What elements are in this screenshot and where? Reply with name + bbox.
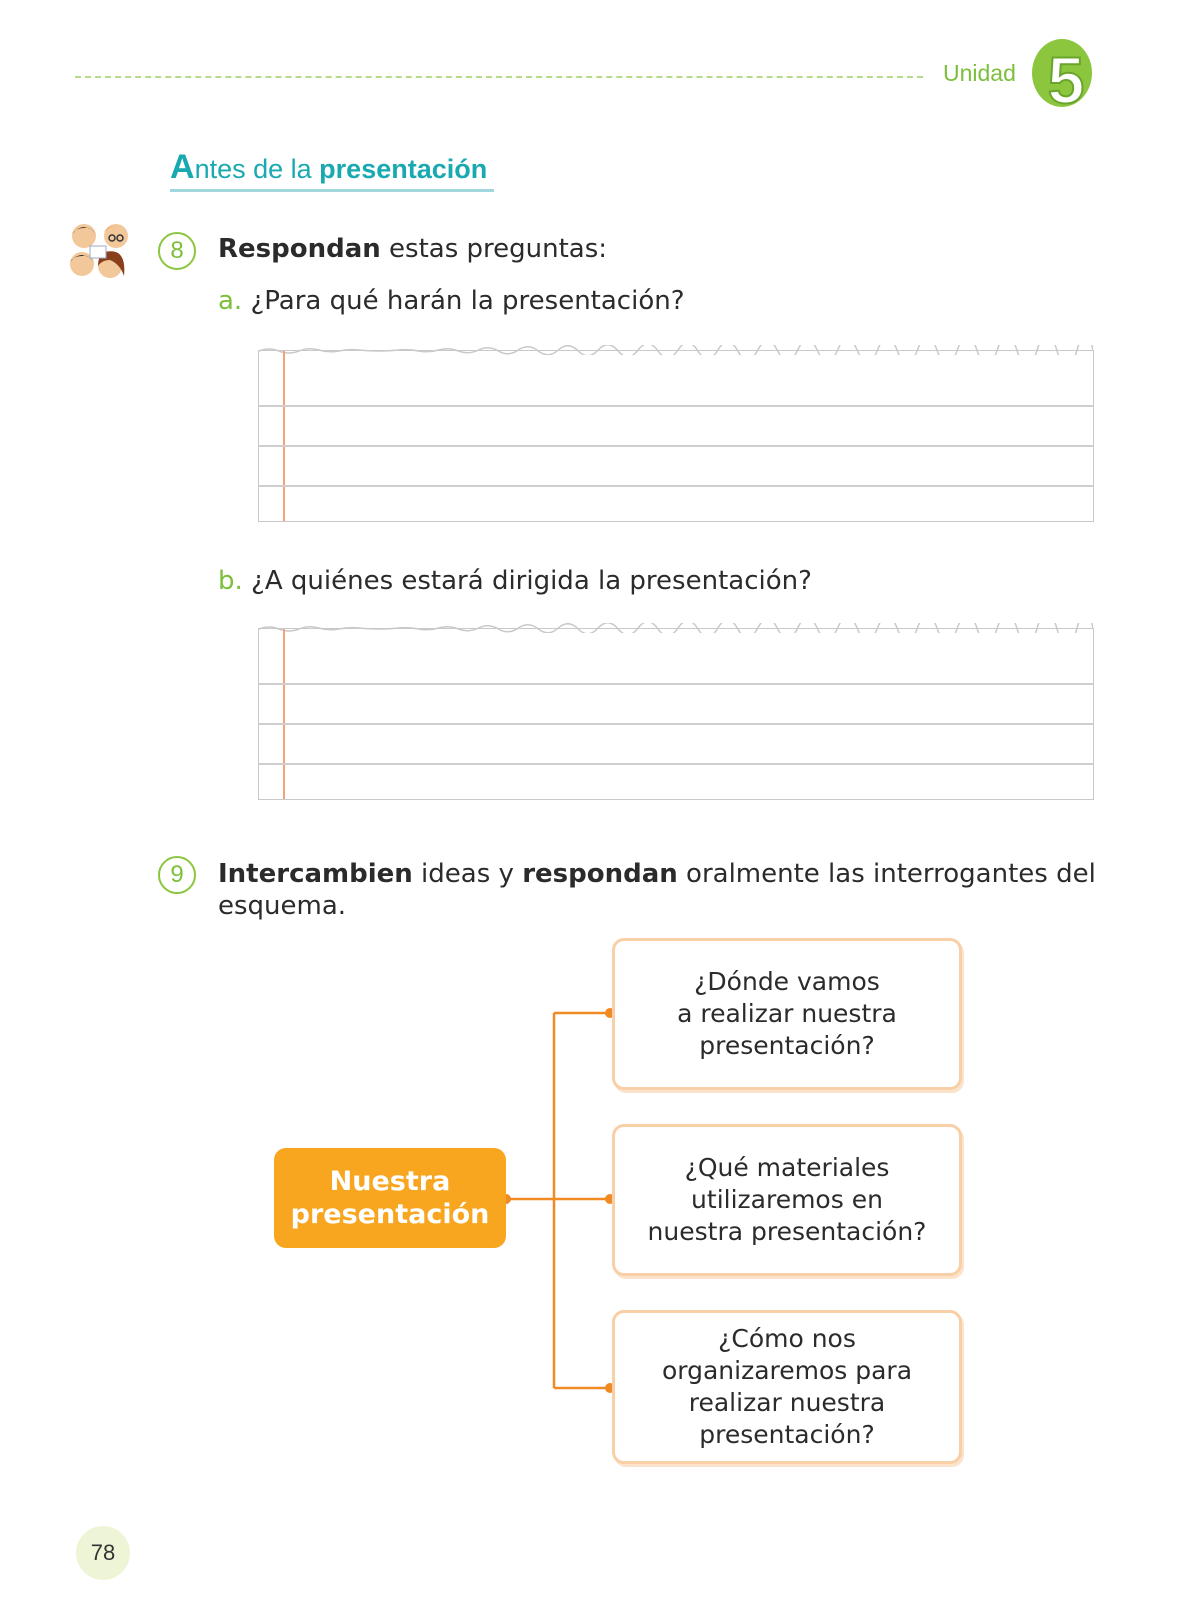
question-b bbox=[218, 566, 812, 596]
diagram-question-box-3 bbox=[612, 1310, 962, 1464]
writing-line bbox=[259, 763, 1093, 765]
paper-torn-edge bbox=[259, 623, 1093, 633]
writing-line bbox=[259, 445, 1093, 447]
diagram-question-box-1 bbox=[612, 938, 962, 1090]
activity-number-9: 9 bbox=[158, 856, 196, 894]
unit-number-badge bbox=[1032, 33, 1096, 117]
question-b-text: ¿A quiénes estará dirigida la presentación? bbox=[251, 566, 812, 596]
activity-9-instruction bbox=[218, 858, 1096, 922]
section-title-middle: de la bbox=[245, 154, 320, 184]
diagram-question-text-3: ¿Cómo nos organizaremos para realizar nuestra presentación? bbox=[661, 1324, 913, 1449]
activity-8-verb: Respondan bbox=[218, 234, 381, 264]
diagram-central-concept bbox=[274, 1148, 506, 1248]
activity-9-text-3: esquema. bbox=[218, 891, 347, 921]
answer-box-b[interactable] bbox=[258, 628, 1094, 800]
activity-9-text-2: oralmente las interrogantes del bbox=[677, 859, 1096, 889]
section-title-underline bbox=[170, 189, 494, 192]
question-a-letter: a. bbox=[218, 286, 243, 316]
section-title-initial: A bbox=[170, 148, 195, 186]
activity-9-verb-2: respondan bbox=[522, 859, 678, 889]
activity-9-text-1: ideas y bbox=[412, 859, 523, 889]
header-dashed-line bbox=[75, 76, 923, 78]
page-number: 78 bbox=[76, 1526, 130, 1580]
section-title-rest: ntes bbox=[194, 154, 246, 184]
activity-number-8: 8 bbox=[158, 232, 196, 270]
central-concept-text: Nuestra presentación bbox=[290, 1166, 490, 1230]
question-a-text: ¿Para qué harán la presentación? bbox=[250, 286, 685, 316]
activity-8-instruction-text: estas preguntas: bbox=[380, 234, 608, 264]
diagram-question-text-2: ¿Qué materiales utilizaremos en nuestra presentación? bbox=[647, 1153, 927, 1246]
question-a bbox=[218, 286, 685, 316]
section-title-bold: presentación bbox=[319, 154, 488, 184]
unit-label: Unidad bbox=[943, 60, 1016, 86]
writing-line bbox=[259, 405, 1093, 407]
activity-8-instruction bbox=[218, 234, 607, 264]
diagram-question-text-1: ¿Dónde vamos a realizar nuestra presentación? bbox=[677, 967, 897, 1060]
unit-number: 5 bbox=[1047, 43, 1085, 117]
diagram-question-box-2 bbox=[612, 1124, 962, 1276]
group-work-icon bbox=[64, 220, 136, 284]
margin-line bbox=[283, 351, 285, 521]
section-title bbox=[170, 148, 487, 187]
margin-line bbox=[283, 629, 285, 799]
paper-torn-edge bbox=[259, 345, 1093, 355]
writing-line bbox=[259, 683, 1093, 685]
question-b-letter: b. bbox=[218, 566, 243, 596]
writing-line bbox=[259, 723, 1093, 725]
answer-box-a[interactable] bbox=[258, 350, 1094, 522]
activity-9-verb-1: Intercambien bbox=[218, 859, 413, 889]
writing-line bbox=[259, 485, 1093, 487]
